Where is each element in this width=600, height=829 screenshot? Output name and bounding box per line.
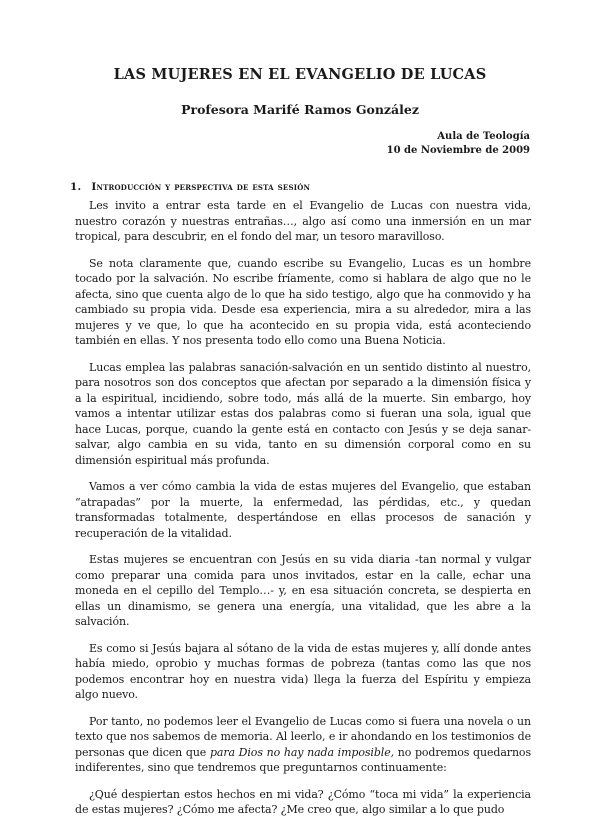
paragraph: Estas mujeres se encuentran con Jesús en su vida diaria -tan normal y vulgar como preparar una comida para unos invitados, estar en la calle, echar una moneda en el cepillo del Templo…- y, en esa situación concreta, se despierta en ellas un dinamismo, se genera una energía, una vitalidad, que les abre a la salvación. [75,553,531,628]
paragraph: Se nota claramente que, cuando escribe su Evangelio, Lucas es un hombre tocado por la salvación. No escribe fríamente, como si hablara de algo que no le afecta, sino que cuenta algo de lo que ha sido testigo, algo que ha conmovido y ha cambiado su propia vida. Desde esa experiencia, mira a su alrededor, mira a las mujeres y ve que, lo que ha acontecido en su propia vida, está aconteciendo también en ellas. Y nos presenta todo ello como una Buena Noticia. [75,256,531,347]
author-line: Profesora Marifé Ramos González [181,102,419,117]
paragraph-text: Por tanto, no podemos leer el Evangelio de Lucas como si fuera una novela o un texto que nos sabemos de memoria. Al leerlo, e ir ahondando en los testimonios de personas que dicen que [75,714,531,759]
header-meta [387,130,530,158]
paragraph: ¿Qué despiertan estos hechos en mi vida? ¿Cómo “toca mi vida” la experiencia de estas mujeres? ¿Cómo me afecta? ¿Me creo que, algo similar a lo que pudo [75,787,531,816]
paragraph-text: no podremos quedarnos indiferentes, sino que tendremos que preguntarnos continuamente: [75,745,532,774]
section-heading [70,181,310,193]
paragraph: Lucas emplea las palabras sanación-salvación en un sentido distinto al nuestro, para nosotros son dos conceptos que afectan por separado a la dimensión física y a la espiritual, incidiendo, sobre todo, más allá de la muerte. Sin embargo, hoy vamos a intentar utilizar estas dos palabras como si fueran una sola, igual que hace Lucas, porque, cuando la gente está en contacto con Jesús y se deja sanar-salvar, algo cambia en su vida, tanto en su dimensión corporal como en su dimensión espiritual más profunda. [75,360,531,467]
section-number: 1. [70,181,82,193]
paragraph: Les invito a entrar esta tarde en el Evangelio de Lucas con nuestra vida, nuestro corazón y nuestras entrañas…, algo así como una inmersión en un mar tropical, para descubrir, en el fondo del mar, un tesoro maravilloso. [75,199,531,243]
italic-quote: para Dios no hay nada imposible, [209,745,395,759]
paragraph: Es como si Jesús bajara al sótano de la vida de estas mujeres y, allí donde antes había miedo, oprobio y muchas formas de pobreza (tantas como las que nos podemos encontrar hoy en nuestra vida) llega la fuerza del Espíritu y empieza algo nuevo. [75,641,531,701]
section-title: Introducción y perspectiva de esta sesión [91,181,311,193]
paragraph [75,714,531,776]
institution: Aula de Teología [437,131,530,142]
body-text [75,198,531,829]
document-title: LAS MUJERES EN EL EVANGELIO DE LUCAS [113,66,487,83]
paragraph: Vamos a ver cómo cambia la vida de estas mujeres del Evangelio, que estaban “atrapadas” por la muerte, la enfermedad, las pérdidas, etc., y quedan transformadas totalmente, despertándose en ellas procesos de sanación y recuperación de la vitalidad. [75,480,531,540]
date: 10 de Noviembre de 2009 [386,145,530,156]
